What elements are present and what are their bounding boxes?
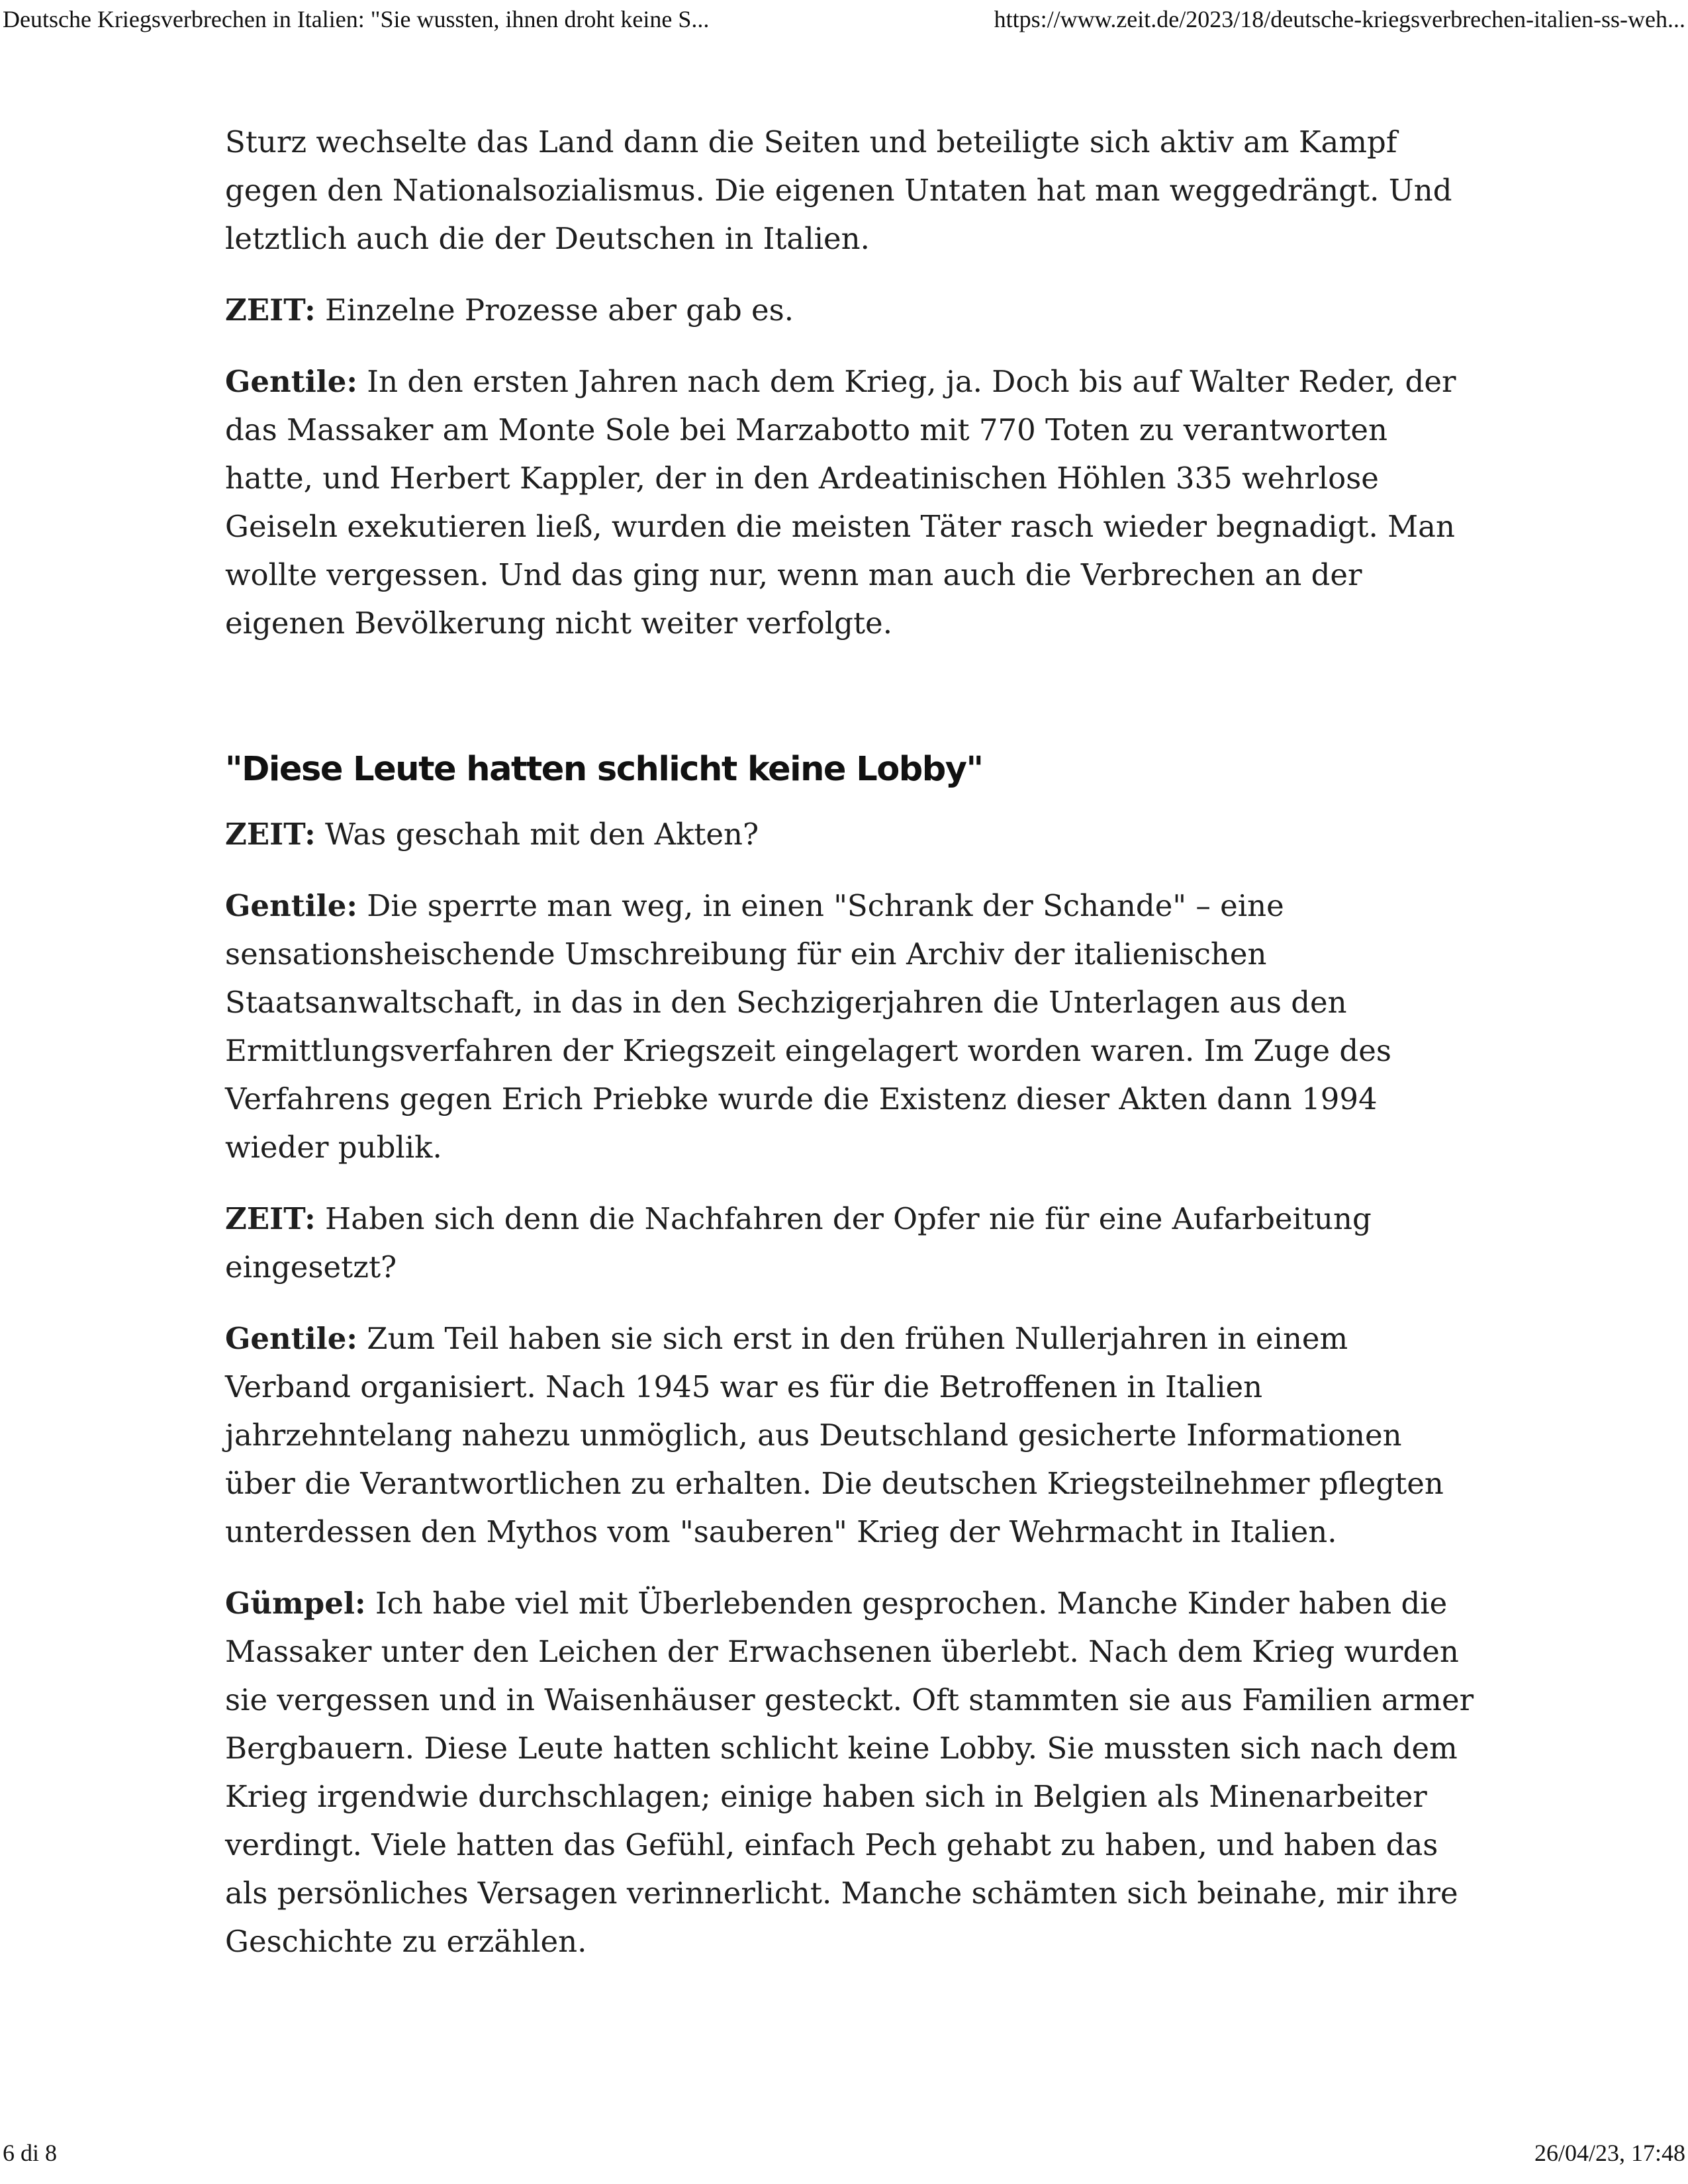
paragraph-text: Die sperrte man weg, in einen "Schrank der Schande" – eine sensationsheischende Umschreibung für ein Archiv der italienischen Staatsanwaltschaft, in das in den Sechzigerjahren die Unterlagen aus den Ermittlungsverfahren der Kriegszeit eingelagert worden waren. Im Zuge des Verfahrens gegen Erich Priebke wurde die Existenz dieser Akten dann 1994 wieder publik. — [225, 888, 1391, 1165]
speaker-label: Gentile: — [225, 364, 357, 399]
document-title: Deutsche Kriegsverbrechen in Italien: "Sie wussten, ihnen droht keine S... — [3, 6, 710, 32]
qa-paragraph — [225, 882, 1476, 1171]
qa-paragraph — [225, 1314, 1476, 1556]
print-footer — [0, 2139, 1688, 2167]
document-url[interactable]: https://www.zeit.de/2023/18/deutsche-kriegsverbrechen-italien-ss-weh... — [994, 6, 1685, 32]
paragraph-text: In den ersten Jahren nach dem Krieg, ja. Doch bis auf Walter Reder, der das Massaker am Monte Sole bei Marzabotto mit 770 Toten zu verantworten hatte, und Herbert Kappler, der in den Ardeatinischen Höhlen 335 wehrlose Geiseln exekutieren ließ, wurden die meisten Täter rasch wieder begnadigt. Man wollte vergessen. Und das ging nur, wenn man auch die Verbrechen an der eigenen Bevölkerung nicht weiter verfolgte. — [225, 364, 1456, 641]
paragraph-text: Einzelne Prozesse aber gab es. — [315, 293, 794, 328]
intro-paragraph: Sturz wechselte das Land dann die Seiten und beteiligte sich aktiv am Kampf gegen den Nationalsozialismus. Die eigenen Untaten hat man weggedrängt. Und letztlich auch die der Deutschen in Italien. — [225, 124, 1452, 256]
speaker-label: Gentile: — [225, 1321, 357, 1356]
qa-paragraph — [225, 357, 1476, 647]
paragraph-text: Ich habe viel mit Überlebenden gesprochen. Manche Kinder haben die Massaker unter den Leichen der Erwachsenen überlebt. Nach dem Krieg wurden sie vergessen und in Waisenhäuser gesteckt. Oft stammten sie aus Familien armer Bergbauern. Diese Leute hatten schlicht keine Lobby. Sie mussten sich nach dem Krieg irgendwie durchschlagen; einige haben sich in Belgien als Minenarbeiter verdingt. Viele hatten das Gefühl, einfach Pech gehabt zu haben, und haben das als persönliches Versagen verinnerlicht. Manche schämten sich beinahe, mir ihre Geschichte zu erzählen. — [225, 1586, 1474, 1959]
qa-paragraph — [225, 1579, 1476, 1966]
paragraph-text: Zum Teil haben sie sich erst in den frühen Nullerjahren in einem Verband organisiert. Nach 1945 war es für die Betroffenen in Italien jahrzehntelang nahezu unmöglich, aus Deutschland gesicherte Informationen über die Verantwortlichen zu erhalten. Die deutschen Kriegsteilnehmer pflegten unterdessen den Mythos vom "sauberen" Krieg der Wehrmacht in Italien. — [225, 1321, 1444, 1549]
qa-paragraph — [225, 1195, 1476, 1291]
speaker-label: ZEIT: — [225, 1201, 316, 1236]
speaker-label: ZEIT: — [225, 817, 316, 852]
article-body — [225, 118, 1476, 1989]
speaker-label: Gentile: — [225, 888, 357, 923]
paragraph-text: Haben sich denn die Nachfahren der Opfer nie für eine Aufarbeitung eingesetzt? — [225, 1201, 1372, 1285]
page-number: 6 di 8 — [3, 2140, 58, 2166]
qa-paragraph — [225, 810, 1476, 858]
section-subheading: "Diese Leute hatten schlicht keine Lobby" — [225, 750, 983, 789]
speaker-label: Gümpel: — [225, 1586, 366, 1621]
paragraph-text: Was geschah mit den Akten? — [315, 817, 759, 852]
qa-paragraph — [225, 286, 1476, 334]
speaker-label: ZEIT: — [225, 293, 316, 328]
print-header — [0, 5, 1688, 33]
print-datetime: 26/04/23, 17:48 — [1534, 2140, 1685, 2166]
